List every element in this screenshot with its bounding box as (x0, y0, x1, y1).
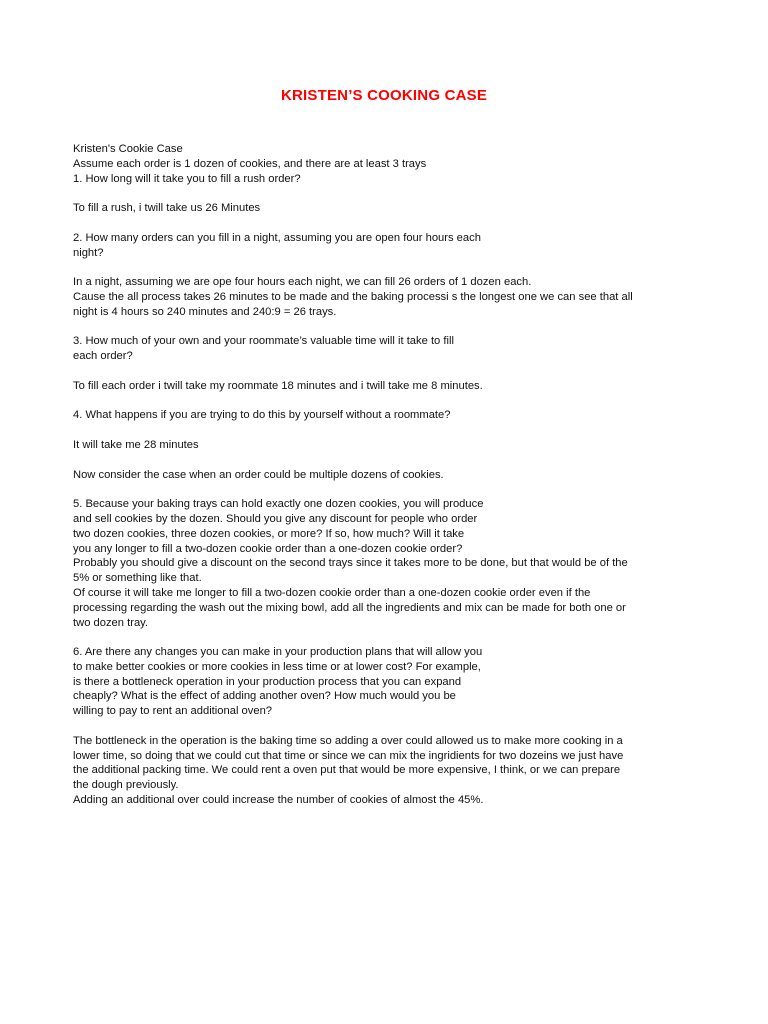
text-line: the additional packing time. We could rent a oven put that would be more expensive, I think, or we can prepare (73, 764, 621, 777)
page-title: KRISTEN’S COOKING CASE (280, 87, 488, 104)
text-line: two dozen cookies, three dozen cookies, or more? If so, how much? Will it take (73, 527, 465, 540)
text-line: It will take me 28 minutes (73, 438, 199, 451)
text-line: willing to pay to rent an additional oven? (73, 705, 273, 718)
text-line: the dough previously. (73, 779, 179, 792)
text-line: Adding an additional over could increase the number of cookies of almost the 45%. (73, 794, 484, 807)
paragraph-gap (73, 719, 703, 734)
text-line: To fill each order i twill take my roommate 18 minutes and i twill take me 8 minutes. (73, 379, 483, 392)
paragraph-gap (73, 186, 703, 201)
text-line: you any longer to fill a two-dozen cookie order than a one-dozen cookie order? (73, 542, 463, 555)
text-line: Kristen's Cookie Case (73, 143, 183, 155)
text-line: lower time, so doing that we could cut that time or since we can mix the ingridients for two dozeins we just have (73, 749, 624, 762)
text-line: 3. How much of your own and your roommate’s valuable time will it take to fill (73, 335, 454, 348)
text-line: each order? (73, 350, 133, 363)
text-line: and sell cookies by the dozen. Should you give any discount for people who order (73, 512, 478, 525)
paragraph-gap (73, 320, 703, 335)
text-line: In a night, assuming we are ope four hours each night, we can fill 26 orders of 1 dozen each. (73, 276, 532, 289)
paragraph-gap (73, 423, 703, 438)
paragraph-gap (73, 630, 703, 645)
text-line: night? (73, 246, 104, 259)
paragraph-gap (73, 216, 703, 231)
text-line: The bottleneck in the operation is the baking time so adding a over could allowed us to make more cooking in a (73, 734, 623, 747)
text-line: cheaply? What is the effect of adding another oven? How much would you be (73, 690, 456, 703)
text-line: Cause the all process takes 26 minutes to be made and the baking processi s the longest one we can see that all (73, 290, 633, 303)
text-line: to make better cookies or more cookies in less time or at lower cost? For example, (73, 660, 481, 673)
paragraph-gap (73, 453, 703, 468)
text-line: 4. What happens if you are trying to do this by yourself without a roommate? (73, 409, 451, 422)
text-line: 1. How long will it take you to fill a rush order? (73, 172, 301, 185)
text-line: Assume each order is 1 dozen of cookies, and there are at least 3 trays (73, 157, 427, 170)
text-line: To fill a rush, i twill take us 26 Minutes (73, 202, 261, 215)
text-line: 6. Are there any changes you can make in your production plans that will allow you (73, 646, 483, 659)
text-line: Of course it will take me longer to fill a two-dozen cookie order than a one-dozen cookie order even if the (73, 586, 591, 599)
paragraph-gap (73, 260, 703, 275)
paragraph-gap (73, 482, 703, 497)
paragraph-gap (73, 364, 703, 379)
paragraph-gap (73, 394, 703, 409)
text-line: two dozen tray. (73, 616, 149, 629)
text-line: processing regarding the wash out the mixing bowl, add all the ingredients and mix can be made for both one or (73, 601, 626, 614)
document-body (73, 142, 703, 808)
text-line: 5% or something like that. (73, 572, 202, 585)
text-line: is there a bottleneck operation in your production process that you can expand (73, 675, 462, 688)
text-line: Now consider the case when an order could be multiple dozens of cookies. (73, 468, 444, 481)
text-line: 5. Because your baking trays can hold exactly one dozen cookies, you will produce (73, 498, 484, 511)
text-line: 2. How many orders can you fill in a night, assuming you are open four hours each (73, 231, 481, 244)
text-line: Probably you should give a discount on the second trays since it takes more to be done, but that would be of the (73, 557, 628, 570)
text-line: night is 4 hours so 240 minutes and 240:9 = 26 trays. (73, 305, 337, 318)
